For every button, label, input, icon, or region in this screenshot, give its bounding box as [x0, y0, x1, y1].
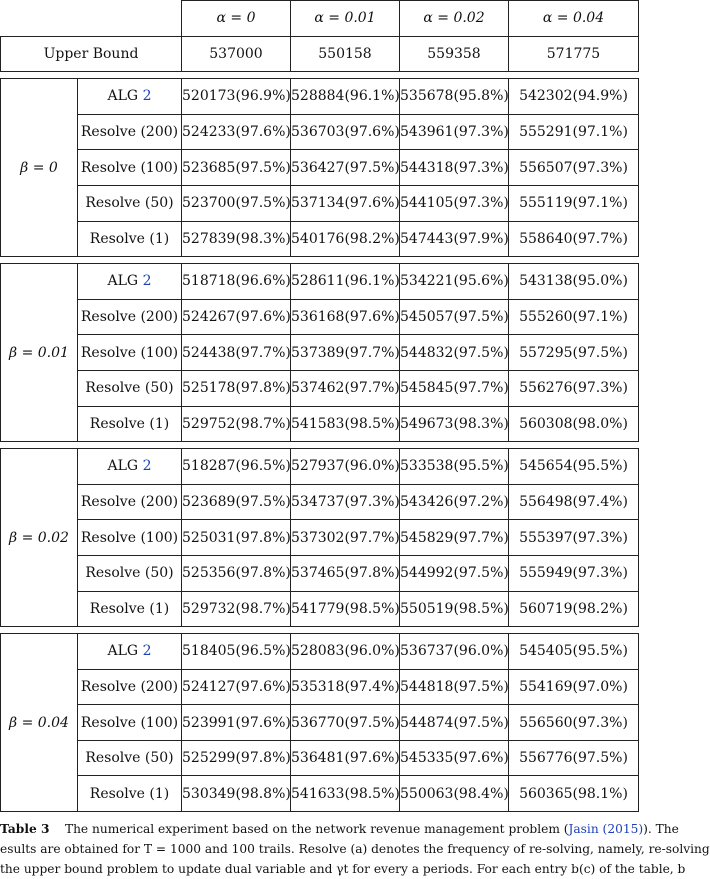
method-name: Resolve (100) — [80, 714, 179, 731]
table-row — [1, 264, 639, 300]
result-cell: 534221(95.6%) — [400, 264, 509, 300]
beta-label: β = 0 — [1, 79, 78, 257]
method-label — [78, 185, 182, 221]
result-cell: 528083(96.0%) — [291, 634, 400, 670]
result-cell: 537302(97.7%) — [291, 520, 400, 556]
method-name: Resolve (1) — [89, 600, 170, 617]
caption-label: Table 3 — [0, 822, 50, 836]
result-cell: 541779(98.5%) — [291, 591, 400, 627]
method-name: Resolve (50) — [85, 750, 174, 767]
result-cell: 534737(97.3%) — [291, 484, 400, 520]
result-cell: 525299(97.8%) — [182, 740, 291, 776]
result-cell: 558640(97.7%) — [509, 221, 639, 257]
result-cell: 524438(97.7%) — [182, 335, 291, 371]
method-name: ALG — [107, 273, 139, 290]
result-cell: 549673(98.3%) — [400, 406, 509, 442]
result-cell: 523685(97.5%) — [182, 150, 291, 186]
result-cell: 541583(98.5%) — [291, 406, 400, 442]
result-cell: 544832(97.5%) — [400, 335, 509, 371]
table-row — [1, 299, 639, 335]
result-cell: 555119(97.1%) — [509, 185, 639, 221]
result-cell: 523689(97.5%) — [182, 484, 291, 520]
result-cell: 540176(98.2%) — [291, 221, 400, 257]
upper-bound-label: Upper Bound — [1, 36, 182, 72]
method-name: Resolve (100) — [80, 159, 179, 176]
separator-cell — [1, 72, 639, 79]
result-cell: 535318(97.4%) — [291, 669, 400, 705]
result-cell: 520173(96.9%) — [182, 79, 291, 115]
method-name: Resolve (200) — [80, 494, 179, 511]
caption-text-1-end: ). The — [643, 822, 679, 836]
table-row — [1, 591, 639, 627]
method-label — [78, 221, 182, 257]
result-cell: 535678(95.8%) — [400, 79, 509, 115]
header-corner — [1, 1, 182, 37]
result-cell: 550519(98.5%) — [400, 591, 509, 627]
method-name: Resolve (50) — [85, 195, 174, 212]
result-cell: 556498(97.4%) — [509, 484, 639, 520]
separator-cell — [1, 627, 639, 634]
algorithm-ref-link[interactable]: 2 — [142, 643, 152, 660]
method-name: Resolve (100) — [80, 529, 179, 546]
header-row — [1, 1, 639, 37]
result-cell: 545829(97.7%) — [400, 520, 509, 556]
table-row — [1, 221, 639, 257]
result-cell: 544105(97.3%) — [400, 185, 509, 221]
result-cell: 555397(97.3%) — [509, 520, 639, 556]
result-cell: 560719(98.2%) — [509, 591, 639, 627]
result-cell: 537134(97.6%) — [291, 185, 400, 221]
result-cell: 525178(97.8%) — [182, 370, 291, 406]
result-cell: 527839(98.3%) — [182, 221, 291, 257]
method-label — [78, 634, 182, 670]
method-label — [78, 370, 182, 406]
group-separator — [1, 442, 639, 449]
table-row — [1, 740, 639, 776]
algorithm-ref-link[interactable]: 2 — [142, 458, 152, 475]
method-label — [78, 740, 182, 776]
algorithm-ref-link[interactable]: 2 — [142, 88, 152, 105]
table-row — [1, 555, 639, 591]
method-label — [78, 555, 182, 591]
caption-line-1 — [0, 819, 679, 839]
result-cell: 527937(96.0%) — [291, 449, 400, 485]
result-cell: 536737(96.0%) — [400, 634, 509, 670]
beta-label: β = 0.01 — [1, 264, 78, 442]
method-label — [78, 705, 182, 741]
result-cell: 543426(97.2%) — [400, 484, 509, 520]
result-cell: 536703(97.6%) — [291, 114, 400, 150]
method-label — [78, 449, 182, 485]
table-row — [1, 669, 639, 705]
upper-bound-value: 571775 — [509, 36, 639, 72]
result-cell: 545654(95.5%) — [509, 449, 639, 485]
result-cell: 556560(97.3%) — [509, 705, 639, 741]
method-label — [78, 669, 182, 705]
method-label — [78, 335, 182, 371]
result-cell: 537462(97.7%) — [291, 370, 400, 406]
table-row — [1, 370, 639, 406]
result-cell: 528611(96.1%) — [291, 264, 400, 300]
method-label — [78, 114, 182, 150]
caption-line-3: the upper bound problem to update dual variable and γt for every a periods. For each entry b(c) of the table, b — [0, 862, 686, 876]
result-cell: 523991(97.6%) — [182, 705, 291, 741]
separator-cell — [1, 257, 639, 264]
table-row — [1, 150, 639, 186]
result-cell: 550063(98.4%) — [400, 776, 509, 812]
group-separator — [1, 257, 639, 264]
result-cell: 556276(97.3%) — [509, 370, 639, 406]
result-cell: 528884(96.1%) — [291, 79, 400, 115]
table-row — [1, 449, 639, 485]
result-cell: 555949(97.3%) — [509, 555, 639, 591]
upper-bound-row — [1, 36, 639, 72]
method-label — [78, 150, 182, 186]
column-header: α = 0.01 — [291, 1, 400, 37]
method-name: ALG — [107, 643, 139, 660]
result-cell: 543138(95.0%) — [509, 264, 639, 300]
method-name: Resolve (1) — [89, 230, 170, 247]
table-row — [1, 185, 639, 221]
result-cell: 543961(97.3%) — [400, 114, 509, 150]
result-cell: 542302(94.9%) — [509, 79, 639, 115]
caption-line-2: esults are obtained for T = 1000 and 100 trails. Resolve (a) denotes the frequency of re-solving, namely, re-solving — [0, 842, 710, 856]
result-cell: 524233(97.6%) — [182, 114, 291, 150]
table-row — [1, 79, 639, 115]
table-caption — [0, 819, 710, 879]
result-cell: 557295(97.5%) — [509, 335, 639, 371]
upper-bound-value: 537000 — [182, 36, 291, 72]
method-label — [78, 299, 182, 335]
algorithm-ref-link[interactable]: 2 — [142, 273, 152, 290]
method-label — [78, 79, 182, 115]
result-cell: 536481(97.6%) — [291, 740, 400, 776]
result-cell: 541633(98.5%) — [291, 776, 400, 812]
result-cell: 518287(96.5%) — [182, 449, 291, 485]
result-cell: 545845(97.7%) — [400, 370, 509, 406]
table-row — [1, 634, 639, 670]
result-cell: 545335(97.6%) — [400, 740, 509, 776]
result-cell: 523700(97.5%) — [182, 185, 291, 221]
method-label — [78, 520, 182, 556]
result-cell: 560308(98.0%) — [509, 406, 639, 442]
table-row — [1, 776, 639, 812]
result-cell: 529752(98.7%) — [182, 406, 291, 442]
result-cell: 545057(97.5%) — [400, 299, 509, 335]
result-cell: 544818(97.5%) — [400, 669, 509, 705]
result-cell: 537389(97.7%) — [291, 335, 400, 371]
column-header: α = 0 — [182, 1, 291, 37]
result-cell: 518405(96.5%) — [182, 634, 291, 670]
result-cell: 556776(97.5%) — [509, 740, 639, 776]
method-name: ALG — [107, 88, 139, 105]
result-cell: 533538(95.5%) — [400, 449, 509, 485]
method-label — [78, 591, 182, 627]
result-cell: 524267(97.6%) — [182, 299, 291, 335]
result-cell: 560365(98.1%) — [509, 776, 639, 812]
method-name: Resolve (100) — [80, 344, 179, 361]
beta-label: β = 0.02 — [1, 449, 78, 627]
beta-label: β = 0.04 — [1, 634, 78, 812]
method-name: Resolve (200) — [80, 678, 179, 695]
column-header: α = 0.02 — [400, 1, 509, 37]
method-name: Resolve (200) — [80, 124, 179, 141]
result-cell: 530349(98.8%) — [182, 776, 291, 812]
table-row — [1, 406, 639, 442]
result-cell: 525356(97.8%) — [182, 555, 291, 591]
result-cell: 529732(98.7%) — [182, 591, 291, 627]
method-label — [78, 484, 182, 520]
upper-bound-value: 550158 — [291, 36, 400, 72]
result-cell: 554169(97.0%) — [509, 669, 639, 705]
result-cell: 536168(97.6%) — [291, 299, 400, 335]
upper-bound-value: 559358 — [400, 36, 509, 72]
result-cell: 555291(97.1%) — [509, 114, 639, 150]
result-cell: 555260(97.1%) — [509, 299, 639, 335]
table-row — [1, 520, 639, 556]
table-row — [1, 335, 639, 371]
method-name: Resolve (1) — [89, 415, 170, 432]
citation-link[interactable]: Jasin (2015) — [568, 822, 644, 836]
result-cell: 544318(97.3%) — [400, 150, 509, 186]
table-row — [1, 484, 639, 520]
separator-cell — [1, 442, 639, 449]
table-row — [1, 705, 639, 741]
result-cell: 536770(97.5%) — [291, 705, 400, 741]
method-name: Resolve (200) — [80, 309, 179, 326]
result-cell: 518718(96.6%) — [182, 264, 291, 300]
method-label — [78, 776, 182, 812]
group-separator — [1, 72, 639, 79]
result-cell: 536427(97.5%) — [291, 150, 400, 186]
method-name: Resolve (50) — [85, 565, 174, 582]
result-cell: 556507(97.3%) — [509, 150, 639, 186]
column-header: α = 0.04 — [509, 1, 639, 37]
result-cell: 544992(97.5%) — [400, 555, 509, 591]
result-cell: 525031(97.8%) — [182, 520, 291, 556]
result-cell: 524127(97.6%) — [182, 669, 291, 705]
result-cell: 547443(97.9%) — [400, 221, 509, 257]
result-cell: 537465(97.8%) — [291, 555, 400, 591]
method-name: Resolve (1) — [89, 785, 170, 802]
caption-text-1: The numerical experiment based on the network revenue management problem ( — [64, 822, 569, 836]
result-cell: 544874(97.5%) — [400, 705, 509, 741]
result-cell: 545405(95.5%) — [509, 634, 639, 670]
method-label — [78, 406, 182, 442]
table-row — [1, 114, 639, 150]
method-label — [78, 264, 182, 300]
method-name: Resolve (50) — [85, 380, 174, 397]
group-separator — [1, 627, 639, 634]
method-name: ALG — [107, 458, 139, 475]
